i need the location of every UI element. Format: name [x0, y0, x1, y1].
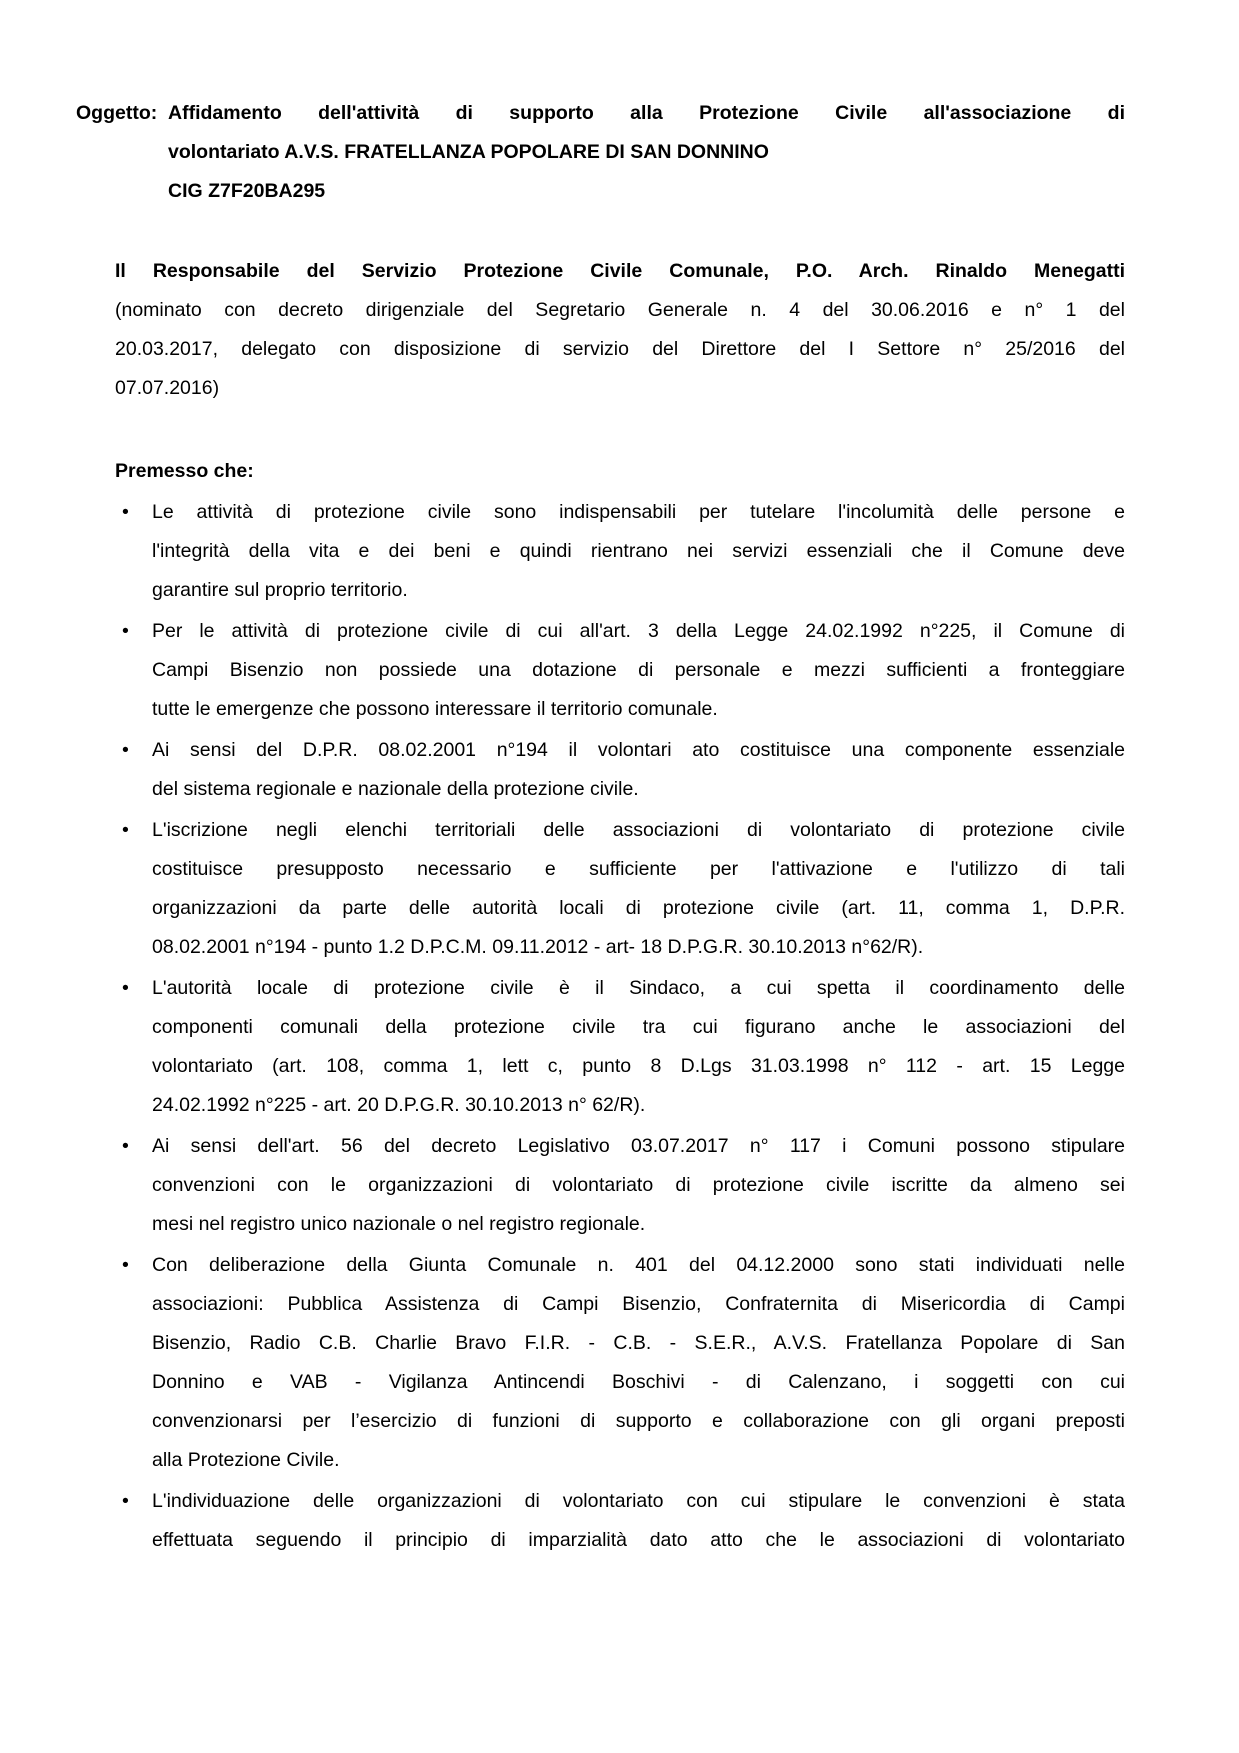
bullet-line: Ai sensi dell'art. 56 del decreto Legislativo 03.07.2017 n° 117 i Comuni possono stipulare	[152, 1135, 1125, 1157]
bullet-line: Ai sensi del D.P.R. 08.02.2001 n°194 il volontari ato costituisce una componente essenziale	[152, 739, 1125, 761]
bullet-line: Per le attività di protezione civile di cui all'art. 3 della Legge 24.02.1992 n°225, il Comune di	[152, 620, 1125, 642]
bullet-line: convenzionarsi per l’esercizio di funzioni di supporto e collaborazione con gli organi preposti	[152, 1410, 1125, 1432]
premesso-heading: Premesso che:	[115, 460, 254, 482]
subject-line: CIG Z7F20BA295	[168, 180, 326, 202]
bullet-item	[115, 969, 1125, 1125]
bullet-line: tutte le emergenze che possono interessare il territorio comunale.	[152, 698, 718, 720]
bullet-line: L'iscrizione negli elenchi territoriali delle associazioni di volontariato di protezione civile	[152, 819, 1125, 841]
bullet-line: volontariato (art. 108, comma 1, lett c, punto 8 D.Lgs 31.03.1998 n° 112 - art. 15 Legge	[152, 1055, 1125, 1077]
bullet-marker-icon: •	[122, 1254, 129, 1276]
bullet-line: convenzioni con le organizzazioni di volontariato di protezione civile iscritte da almeno sei	[152, 1174, 1125, 1196]
bullet-line: alla Protezione Civile.	[152, 1449, 340, 1471]
bullet-marker-icon: •	[122, 501, 129, 523]
bullet-line: Campi Bisenzio non possiede una dotazione di personale e mezzi sufficienti a fronteggiare	[152, 659, 1125, 681]
bullet-line: Donnino e VAB - Vigilanza Antincendi Boschivi - di Calenzano, i soggetti con cui	[152, 1371, 1125, 1393]
bullet-marker-icon: •	[122, 620, 129, 642]
intro-line: 07.07.2016)	[115, 377, 220, 399]
intro-line: 20.03.2017, delegato con disposizione di servizio del Direttore del I Settore n° 25/2016 del	[115, 338, 1125, 360]
bullet-line: costituisce presupposto necessario e sufficiente per l'attivazione e l'utilizzo di tali	[152, 858, 1125, 880]
bullet-line: l'integrità della vita e dei beni e quindi rientrano nei servizi essenziali che il Comune deve	[152, 540, 1125, 562]
bullet-item	[115, 612, 1125, 729]
intro-line: Il Responsabile del Servizio Protezione Civile Comunale, P.O. Arch. Rinaldo Menegatti	[115, 260, 1125, 282]
bullet-line: L'individuazione delle organizzazioni di volontariato con cui stipulare le convenzioni è stata	[152, 1490, 1125, 1512]
bullet-item	[115, 1482, 1125, 1560]
bullet-line: effettuata seguendo il principio di imparzialità dato atto che le associazioni di volontariato	[152, 1529, 1125, 1551]
subject-line: Affidamento dell'attività di supporto alla Protezione Civile all'associazione di	[168, 102, 1125, 124]
bullet-line: componenti comunali della protezione civile tra cui figurano anche le associazioni del	[152, 1016, 1125, 1038]
bullet-item	[115, 1246, 1125, 1480]
bullet-line: Con deliberazione della Giunta Comunale n. 401 del 04.12.2000 sono stati individuati nelle	[152, 1254, 1125, 1276]
bullet-line: 08.02.2001 n°194 - punto 1.2 D.P.C.M. 09.11.2012 - art- 18 D.P.G.R. 30.10.2013 n°62/R).	[152, 936, 924, 958]
bullet-marker-icon: •	[122, 977, 129, 999]
bullet-item	[115, 493, 1125, 610]
subject-label: Oggetto:	[76, 102, 158, 124]
bullet-line: del sistema regionale e nazionale della protezione civile.	[152, 778, 639, 800]
bullet-line: 24.02.1992 n°225 - art. 20 D.P.G.R. 30.10.2013 n° 62/R).	[152, 1094, 646, 1116]
bullet-line: garantire sul proprio territorio.	[152, 579, 408, 601]
subject-text	[168, 94, 1125, 211]
bullet-line: associazioni: Pubblica Assistenza di Campi Bisenzio, Confraternita di Misericordia di Campi	[152, 1293, 1125, 1315]
premesse-list	[115, 493, 1125, 1560]
bullet-marker-icon: •	[122, 1490, 129, 1512]
bullet-item	[115, 731, 1125, 809]
bullet-line: mesi nel registro unico nazionale o nel registro regionale.	[152, 1213, 646, 1235]
bullet-marker-icon: •	[122, 819, 129, 841]
bullet-line: Le attività di protezione civile sono indispensabili per tutelare l'incolumità delle persone e	[152, 501, 1125, 523]
bullet-marker-icon: •	[122, 1135, 129, 1157]
subject-line: volontariato A.V.S. FRATELLANZA POPOLARE DI SAN DONNINO	[168, 141, 769, 163]
bullet-line: L'autorità locale di protezione civile è il Sindaco, a cui spetta il coordinamento delle	[152, 977, 1125, 999]
bullet-line: Bisenzio, Radio C.B. Charlie Bravo F.I.R. - C.B. - S.E.R., A.V.S. Fratellanza Popolare di San	[152, 1332, 1125, 1354]
bullet-line: organizzazioni da parte delle autorità locali di protezione civile (art. 11, comma 1, D.P.R.	[152, 897, 1125, 919]
subject-block	[76, 94, 1125, 211]
bullet-item	[115, 1127, 1125, 1244]
intro-line: (nominato con decreto dirigenziale del Segretario Generale n. 4 del 30.06.2016 e n° 1 del	[115, 299, 1125, 321]
intro-paragraph	[115, 252, 1125, 408]
bullet-item	[115, 811, 1125, 967]
bullet-marker-icon: •	[122, 739, 129, 761]
